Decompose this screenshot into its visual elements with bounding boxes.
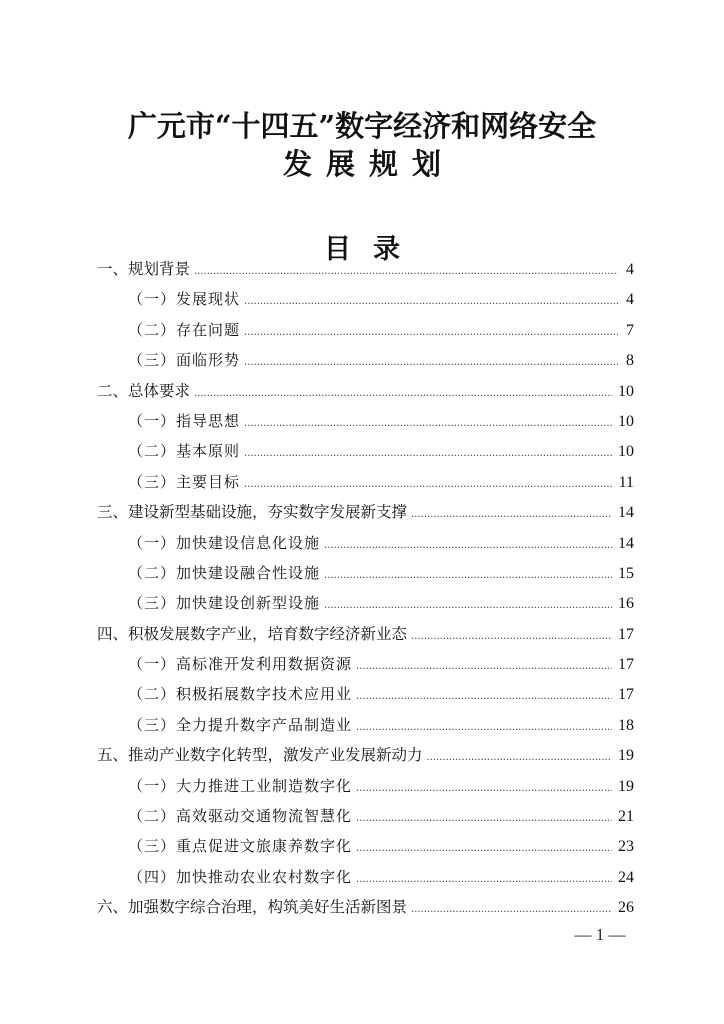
toc-subsection-entry[interactable] <box>97 771 634 801</box>
toc-entry-title: 一、规划背景 <box>97 260 191 278</box>
toc-entry-page-number: 21 <box>618 808 634 826</box>
page-number: — 1 — <box>574 925 626 944</box>
toc-dot-leader <box>324 591 612 621</box>
toc-entry-page-number: 10 <box>618 412 634 430</box>
toc-subsection-entry[interactable] <box>97 406 634 436</box>
toc-entry-page-number: 17 <box>618 686 634 704</box>
toc-section-entry[interactable] <box>97 376 634 406</box>
toc-dot-leader <box>194 379 612 409</box>
toc-dot-leader <box>324 561 612 591</box>
toc-entry-page-number: 11 <box>618 473 634 491</box>
toc-entry-title: （三）全力提升数字产品制造业 <box>128 715 353 734</box>
toc-entry-title: （二）存在问题 <box>128 320 241 339</box>
toc-dot-leader <box>411 622 612 652</box>
table-of-contents <box>97 254 634 923</box>
toc-entry-page-number: 4 <box>626 291 634 309</box>
toc-entry-page-number: 26 <box>618 899 634 917</box>
toc-dot-leader <box>411 895 612 925</box>
toc-dot-leader <box>244 287 618 317</box>
toc-dot-leader <box>427 743 612 773</box>
toc-entry-page-number: 8 <box>626 352 634 370</box>
toc-subsection-entry[interactable] <box>97 436 634 466</box>
toc-section-entry[interactable] <box>97 497 634 527</box>
toc-entry-title: （一）发展现状 <box>128 290 241 309</box>
toc-entry-page-number: 14 <box>618 504 634 522</box>
toc-entry-page-number: 7 <box>626 321 634 339</box>
toc-entry-title: （一）高标准开发利用数据资源 <box>128 655 353 674</box>
toc-subsection-entry[interactable] <box>97 467 634 497</box>
document-title-line2: 发展规划 <box>282 147 455 181</box>
toc-subsection-entry[interactable] <box>97 801 634 831</box>
toc-subsection-entry[interactable] <box>97 862 634 892</box>
toc-entry-title: （三）主要目标 <box>128 472 241 491</box>
toc-entry-page-number: 10 <box>618 382 634 400</box>
toc-subsection-entry[interactable] <box>97 345 634 375</box>
toc-entry-title: （一）加快建设信息化设施 <box>128 533 321 552</box>
toc-entry-page-number: 19 <box>618 777 634 795</box>
toc-dot-leader <box>356 804 612 834</box>
toc-section-entry[interactable] <box>97 892 634 922</box>
toc-subsection-entry[interactable] <box>97 649 634 679</box>
toc-section-entry[interactable] <box>97 619 634 649</box>
toc-entry-page-number: 19 <box>618 747 634 765</box>
toc-entry-page-number: 14 <box>618 534 634 552</box>
toc-dot-leader <box>356 865 612 895</box>
toc-dot-leader <box>356 652 612 682</box>
toc-entry-title: 五、推动产业数字化转型，激发产业发展新动力 <box>97 746 423 765</box>
toc-entry-title: （一）大力推进工业制造数字化 <box>128 776 353 795</box>
toc-dot-leader <box>194 257 618 287</box>
toc-entry-title: （二）积极拓展数字技术应用业 <box>128 685 353 704</box>
toc-dot-leader <box>356 713 612 743</box>
toc-entry-title: （一）指导思想 <box>128 411 241 430</box>
toc-subsection-entry[interactable] <box>97 831 634 861</box>
toc-entry-title: （二）高效驱动交通物流智慧化 <box>128 807 353 826</box>
toc-entry-title: 三、建设新型基础设施，夯实数字发展新支撑 <box>97 503 408 522</box>
toc-dot-leader <box>244 409 612 439</box>
toc-section-entry[interactable] <box>97 740 634 770</box>
toc-section-entry[interactable] <box>97 254 634 284</box>
toc-dot-leader <box>356 682 612 712</box>
toc-entry-title: （三）加快建设创新型设施 <box>128 594 321 613</box>
toc-dot-leader <box>244 439 612 469</box>
toc-entry-title: （二）加快建设融合性设施 <box>128 563 321 582</box>
toc-entry-page-number: 15 <box>618 564 634 582</box>
toc-entry-page-number: 24 <box>618 868 634 886</box>
toc-subsection-entry[interactable] <box>97 558 634 588</box>
toc-dot-leader <box>411 500 612 530</box>
toc-entry-title: （四）加快推动农业农村数字化 <box>128 867 353 886</box>
toc-entry-page-number: 17 <box>618 656 634 674</box>
toc-dot-leader <box>244 348 618 378</box>
toc-entry-title: 四、积极发展数字产业，培育数字经济新业态 <box>97 624 408 643</box>
toc-dot-leader <box>244 470 613 500</box>
toc-heading: 目录 <box>324 234 422 266</box>
toc-entry-title: 六、加强数字综合治理，构筑美好生活新图景 <box>97 898 408 917</box>
toc-subsection-entry[interactable] <box>97 528 634 558</box>
toc-entry-page-number: 23 <box>618 838 634 856</box>
document-title: 广元市“十四五”数字经济和网络安全 <box>127 109 597 143</box>
toc-subsection-entry[interactable] <box>97 679 634 709</box>
toc-entry-page-number: 17 <box>618 625 634 643</box>
toc-entry-title: 二、总体要求 <box>97 381 191 400</box>
toc-entry-page-number: 10 <box>618 443 634 461</box>
toc-subsection-entry[interactable] <box>97 588 634 618</box>
toc-entry-title: （三）重点促进文旅康养数字化 <box>128 837 353 856</box>
toc-dot-leader <box>244 318 618 348</box>
toc-entry-page-number: 16 <box>618 595 634 613</box>
toc-subsection-entry[interactable] <box>97 315 634 345</box>
toc-dot-leader <box>324 531 612 561</box>
toc-subsection-entry[interactable] <box>97 284 634 314</box>
toc-dot-leader <box>356 774 612 804</box>
toc-entry-page-number: 4 <box>626 261 634 278</box>
toc-entry-page-number: 18 <box>618 716 634 734</box>
toc-subsection-entry[interactable] <box>97 710 634 740</box>
toc-entry-title: （二）基本原则 <box>128 442 241 461</box>
toc-entry-title: （三）面临形势 <box>128 351 241 370</box>
toc-dot-leader <box>356 834 612 864</box>
